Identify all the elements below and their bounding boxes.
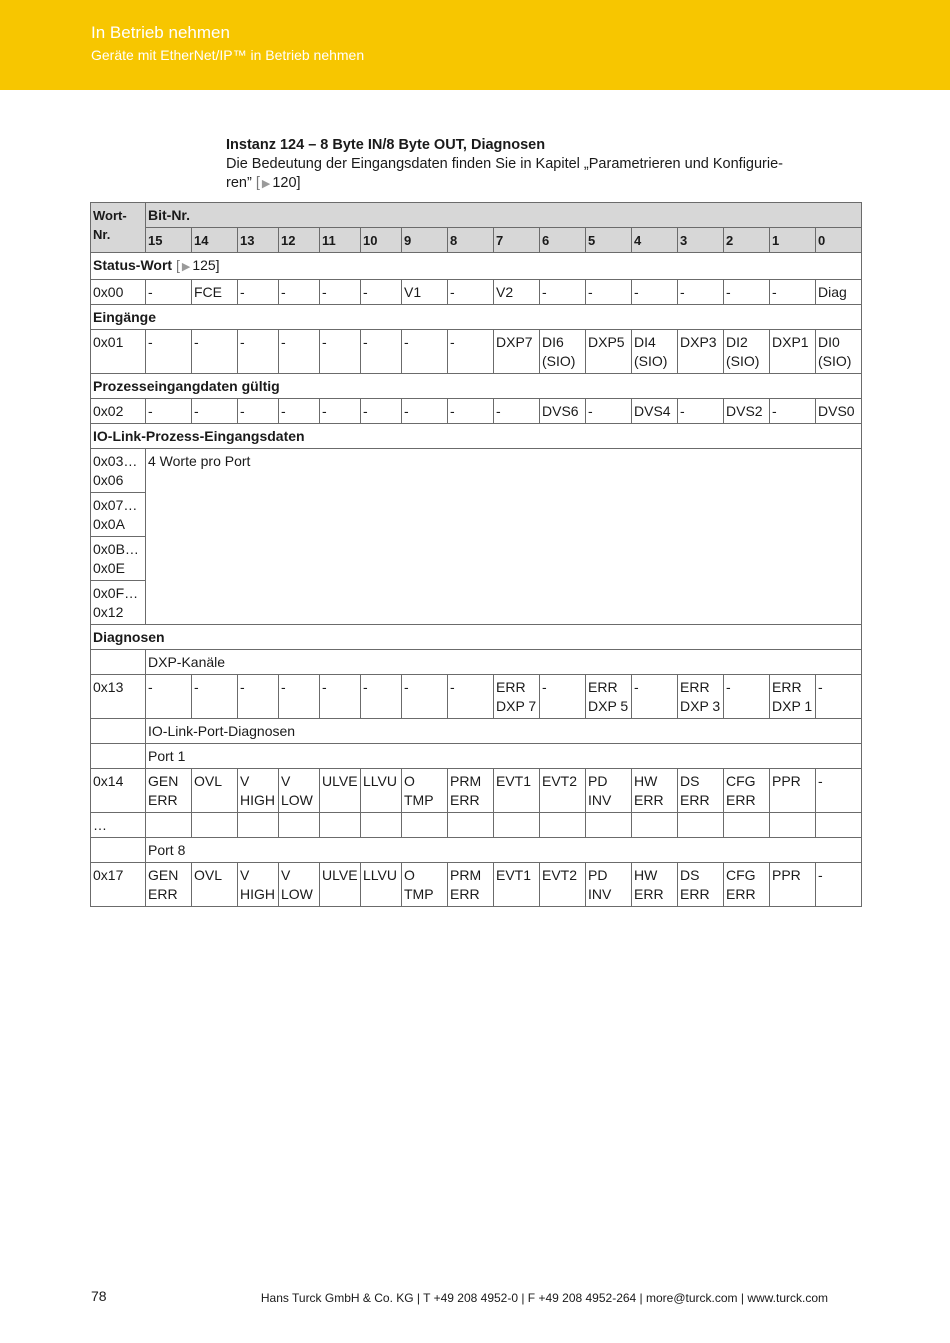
bit-cell: - <box>448 280 494 305</box>
word-number-cell: 0x00 <box>91 280 146 305</box>
empty-cell <box>361 813 402 838</box>
word-range-cell: 0x03… 0x06 <box>91 449 146 493</box>
section-label: Diagnosen <box>93 629 165 645</box>
col-header-bitnr: Bit-Nr. <box>146 203 862 228</box>
bit-cell: - <box>724 675 770 719</box>
bit-cell: LLVU <box>361 863 402 907</box>
inputs-section <box>91 305 862 330</box>
table-row <box>91 769 862 813</box>
bit-cell: - <box>238 330 279 374</box>
bit-cell: PD INV <box>586 769 632 813</box>
chapter-subtitle: Geräte mit EtherNet/IP™ in Betrieb nehmen <box>91 47 365 63</box>
bit-cell: CFG ERR <box>724 863 770 907</box>
empty-cell <box>770 813 816 838</box>
bit-cell: - <box>146 330 192 374</box>
section-label: Status-Wort <box>93 257 176 273</box>
bit-number-cell: 14 <box>192 228 238 253</box>
bit-cell: - <box>402 330 448 374</box>
chapter-title: In Betrieb nehmen <box>91 23 230 42</box>
col-header-wort: Wort- Nr. <box>91 203 146 253</box>
bit-cell: V HIGH <box>238 863 279 907</box>
bit-number-cell: 1 <box>770 228 816 253</box>
bit-number-cell: 15 <box>146 228 192 253</box>
word-number-cell: 0x17 <box>91 863 146 907</box>
valid-section <box>91 374 862 399</box>
table-row <box>91 675 862 719</box>
iol-description-cell: 4 Worte pro Port <box>146 449 862 625</box>
word-number-cell <box>91 744 146 769</box>
bit-cell: HW ERR <box>632 863 678 907</box>
bit-cell: LLVU <box>361 769 402 813</box>
bit-cell: - <box>192 330 238 374</box>
empty-cell <box>146 813 192 838</box>
bit-cell: - <box>146 675 192 719</box>
ellipsis-row <box>91 813 862 838</box>
ref-bracket: [ <box>175 257 180 273</box>
bit-number-cell: 9 <box>402 228 448 253</box>
bit-cell: ERR DXP 7 <box>494 675 540 719</box>
bit-cell: - <box>402 675 448 719</box>
diagnostics-section <box>91 625 862 650</box>
bit-number-cell: 13 <box>238 228 279 253</box>
bit-cell: OVL <box>192 863 238 907</box>
empty-cell <box>320 813 361 838</box>
bit-cell: - <box>192 399 238 424</box>
port8-label: Port 8 <box>146 838 862 863</box>
section-row <box>91 424 862 449</box>
bit-cell: - <box>678 399 724 424</box>
bit-cell: PRM ERR <box>448 863 494 907</box>
bit-cell: - <box>586 280 632 305</box>
bit-cell: - <box>361 330 402 374</box>
empty-cell <box>402 813 448 838</box>
dxp-channels-label: DXP-Kanäle <box>146 650 862 675</box>
page-ref-arrow-icon: ▶ <box>261 178 271 190</box>
bit-number-cell: 11 <box>320 228 361 253</box>
bit-cell: DI2 (SIO) <box>724 330 770 374</box>
port1-label: Port 1 <box>146 744 862 769</box>
iol-process-section <box>91 424 862 449</box>
bit-cell: - <box>632 675 678 719</box>
empty-cell <box>816 813 862 838</box>
intro-text-line2 <box>226 174 826 194</box>
bit-cell: - <box>448 330 494 374</box>
word-number-cell <box>91 838 146 863</box>
bit-cell: PD INV <box>586 863 632 907</box>
word-number-cell: 0x02 <box>91 399 146 424</box>
bit-cell: - <box>279 330 320 374</box>
bit-cell: DS ERR <box>678 863 724 907</box>
section-label: Eingänge <box>93 309 157 325</box>
bit-cell: - <box>494 399 540 424</box>
bit-cell: DI0 (SIO) <box>816 330 862 374</box>
bit-cell: V2 <box>494 280 540 305</box>
bit-cell: HW ERR <box>632 769 678 813</box>
bit-cell: - <box>816 675 862 719</box>
bit-cell: DXP3 <box>678 330 724 374</box>
bit-cell: ULVE <box>320 863 361 907</box>
bit-cell: - <box>770 399 816 424</box>
bit-cell: OVL <box>192 769 238 813</box>
intro-text-line1: Die Bedeutung der Eingangsdaten finden Sie in Kapitel „Parametrieren und Konfigurie- <box>226 156 783 172</box>
bit-cell: PPR <box>770 769 816 813</box>
bit-cell: EVT1 <box>494 769 540 813</box>
bit-cell: - <box>402 399 448 424</box>
bit-cell: EVT2 <box>540 769 586 813</box>
bit-cell: - <box>279 280 320 305</box>
page-ref-arrow-icon: ▶ <box>181 261 191 273</box>
bit-cell: DS ERR <box>678 769 724 813</box>
bit-cell: DXP1 <box>770 330 816 374</box>
section-row <box>91 625 862 650</box>
bit-cell: - <box>146 399 192 424</box>
bit-cell: - <box>238 399 279 424</box>
bit-cell: - <box>770 280 816 305</box>
bit-cell: - <box>192 675 238 719</box>
empty-cell <box>540 813 586 838</box>
bit-number-cell: 5 <box>586 228 632 253</box>
bit-cell: ERR DXP 5 <box>586 675 632 719</box>
word-range-cell: 0x07… 0x0A <box>91 493 146 537</box>
bit-cell: - <box>320 280 361 305</box>
bit-cell: DVS6 <box>540 399 586 424</box>
empty-cell <box>494 813 540 838</box>
bit-cell: DVS0 <box>816 399 862 424</box>
bit-cell: - <box>361 280 402 305</box>
bit-cell: Diag <box>816 280 862 305</box>
bit-cell: CFG ERR <box>724 769 770 813</box>
bit-cell: EVT1 <box>494 863 540 907</box>
bit-cell: ERR DXP 3 <box>678 675 724 719</box>
bit-cell: O TMP <box>402 769 448 813</box>
footer-contact: Hans Turck GmbH & Co. KG | T +49 208 4952-0 | F +49 208 4952-264 | more@turck.com | www.turck.com <box>260 1291 828 1305</box>
page-ref-link[interactable]: 120] <box>272 175 301 191</box>
status-word-section <box>91 253 862 280</box>
word-number-cell: 0x13 <box>91 675 146 719</box>
word-number-cell: 0x14 <box>91 769 146 813</box>
table-row <box>91 449 862 493</box>
bit-cell: - <box>632 280 678 305</box>
empty-cell <box>678 813 724 838</box>
bit-cell: FCE <box>192 280 238 305</box>
empty-cell <box>586 813 632 838</box>
bit-cell: V LOW <box>279 863 320 907</box>
bit-cell: - <box>238 280 279 305</box>
empty-cell <box>448 813 494 838</box>
bit-number-cell: 6 <box>540 228 586 253</box>
intro-text-line2-text: ren” <box>226 175 256 191</box>
bit-cell: - <box>320 330 361 374</box>
section-row <box>91 374 862 399</box>
bit-cell: - <box>540 280 586 305</box>
section-label: IO-Link-Prozess-Eingangsdaten <box>93 428 305 444</box>
table-row <box>91 399 862 424</box>
word-number-cell <box>91 650 146 675</box>
bit-cell: - <box>320 675 361 719</box>
bit-number-cell: 10 <box>361 228 402 253</box>
table-row <box>91 838 862 863</box>
bit-number-cell: 3 <box>678 228 724 253</box>
bit-number-row <box>91 228 862 253</box>
bit-cell: - <box>146 280 192 305</box>
table-row <box>91 330 862 374</box>
section-heading: Instanz 124 – 8 Byte IN/8 Byte OUT, Diagnosen <box>226 137 546 153</box>
page-ref-link[interactable]: 125] <box>192 257 220 273</box>
page-number: 78 <box>91 1288 107 1304</box>
bit-number-cell: 7 <box>494 228 540 253</box>
header-row <box>91 203 862 228</box>
bit-cell: - <box>816 769 862 813</box>
bit-cell: V HIGH <box>238 769 279 813</box>
table-body <box>91 203 862 907</box>
bit-number-cell: 0 <box>816 228 862 253</box>
word-number-cell: 0x01 <box>91 330 146 374</box>
bit-cell: EVT2 <box>540 863 586 907</box>
bit-cell: DVS4 <box>632 399 678 424</box>
bit-cell: DVS2 <box>724 399 770 424</box>
word-range-cell: 0x0B… 0x0E <box>91 537 146 581</box>
bit-cell: - <box>279 399 320 424</box>
bit-number-cell: 8 <box>448 228 494 253</box>
intro <box>226 136 826 194</box>
word-number-cell <box>91 719 146 744</box>
empty-cell <box>192 813 238 838</box>
header-band <box>0 0 950 90</box>
bit-cell: - <box>238 675 279 719</box>
bit-cell: V LOW <box>279 769 320 813</box>
bit-cell: - <box>448 675 494 719</box>
bit-cell: GEN ERR <box>146 863 192 907</box>
bit-cell: GEN ERR <box>146 769 192 813</box>
ref-bracket: [ <box>255 175 260 191</box>
section-row <box>91 305 862 330</box>
word-range-cell: 0x0F… 0x12 <box>91 581 146 625</box>
bit-cell: DI6 (SIO) <box>540 330 586 374</box>
bit-cell: - <box>678 280 724 305</box>
bit-number-cell: 12 <box>279 228 320 253</box>
bit-cell: - <box>361 399 402 424</box>
bit-cell: - <box>279 675 320 719</box>
table-row <box>91 650 862 675</box>
table-row <box>91 744 862 769</box>
empty-cell <box>279 813 320 838</box>
bit-cell: ERR DXP 1 <box>770 675 816 719</box>
bit-cell: PRM ERR <box>448 769 494 813</box>
iol-port-diag-label: IO-Link-Port-Diagnosen <box>146 719 862 744</box>
section-label: Prozesseingangdaten gültig <box>93 378 280 394</box>
bit-cell: DXP5 <box>586 330 632 374</box>
empty-cell <box>238 813 279 838</box>
empty-cell <box>632 813 678 838</box>
table-row <box>91 280 862 305</box>
bit-number-cell: 4 <box>632 228 678 253</box>
bit-cell: - <box>448 399 494 424</box>
bit-cell: - <box>320 399 361 424</box>
io-data-table <box>90 202 862 907</box>
bit-cell: - <box>540 675 586 719</box>
bit-cell: - <box>586 399 632 424</box>
bit-cell: O TMP <box>402 863 448 907</box>
empty-cell <box>724 813 770 838</box>
ellipsis-cell: … <box>91 813 146 838</box>
bit-cell: - <box>816 863 862 907</box>
bit-cell: V1 <box>402 280 448 305</box>
table-row <box>91 719 862 744</box>
bit-cell: DXP7 <box>494 330 540 374</box>
bit-number-cell: 2 <box>724 228 770 253</box>
bit-cell: DI4 (SIO) <box>632 330 678 374</box>
bit-cell: ULVE <box>320 769 361 813</box>
bit-cell: - <box>724 280 770 305</box>
table-row <box>91 863 862 907</box>
section-row <box>91 253 862 280</box>
bit-cell: PPR <box>770 863 816 907</box>
bit-cell: - <box>361 675 402 719</box>
